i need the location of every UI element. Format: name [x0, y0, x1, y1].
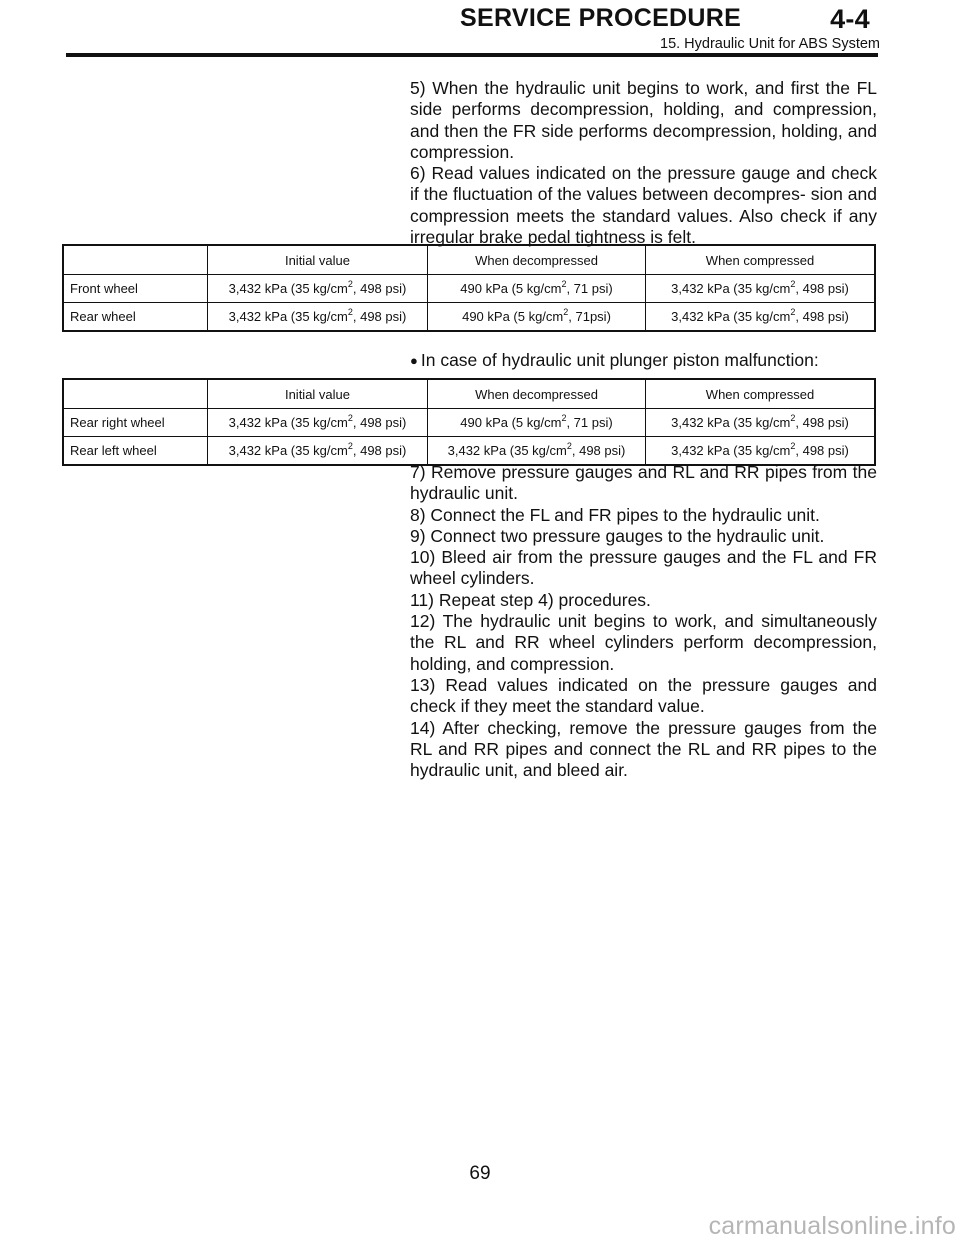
- table-row: [63, 409, 875, 437]
- table-cell: 490 kPa (5 $kg/cm^2$, 71psi): [428, 303, 646, 332]
- row-label: Rear left wheel: [63, 437, 208, 466]
- table-header-cell: When decompressed: [428, 245, 646, 275]
- step-13-text: 13) Read values indicated on the pressure gauges and check if they meet the standard value.: [410, 674, 877, 717]
- step-6-text: 6) Read values indicated on the pressure gauge and check if the fluctuation of the values between decompres- sion and compression meets the standard values. Also check if any irregular brake pedal tightness is felt.: [410, 163, 877, 248]
- table-cell: 3,432 kPa (35 $kg/cm^2$, 498 psi): [208, 275, 428, 303]
- bullet-icon: ●: [410, 353, 418, 368]
- table-header-row: [63, 379, 875, 409]
- watermark: carmanualsonline.info: [708, 1212, 956, 1240]
- header-rule: [66, 53, 878, 57]
- table-header-cell: [63, 379, 208, 409]
- malfunction-values-table: [62, 378, 876, 466]
- table-header-cell: Initial value: [208, 379, 428, 409]
- table-header-cell: Initial value: [208, 245, 428, 275]
- table-cell: 3,432 kPa (35 $kg/cm^2$, 498 psi): [208, 303, 428, 332]
- row-label: Front wheel: [63, 275, 208, 303]
- table-cell: 3,432 kPa (35 $kg/cm^2$, 498 psi): [646, 409, 876, 437]
- page-number: 69: [469, 1163, 491, 1184]
- table-header-cell: [63, 245, 208, 275]
- table-header-cell: When compressed: [646, 379, 876, 409]
- section-number: 4-4: [830, 4, 870, 34]
- standard-values-table: [62, 244, 876, 332]
- table-row: [63, 303, 875, 332]
- section-subtitle: 15. Hydraulic Unit for ABS System: [660, 36, 880, 52]
- table-cell: 490 kPa (5 $kg/cm^2$, 71 psi): [428, 275, 646, 303]
- step-10-text: 10) Bleed air from the pressure gauges and the FL and FR wheel cylinders.: [410, 547, 877, 589]
- step-5-text: 5) When the hydraulic unit begins to work, and first the FL side performs decompression, holding, and compression, and then the FR side performs decompression, holding, and compression.: [410, 78, 877, 162]
- intro-text: [410, 78, 877, 248]
- table-row: [63, 437, 875, 466]
- row-label: Rear right wheel: [63, 409, 208, 437]
- table-cell: 490 kPa (5 $kg/cm^2$, 71 psi): [428, 409, 646, 437]
- table-header-cell: When decompressed: [428, 379, 646, 409]
- row-label: Rear wheel: [63, 303, 208, 332]
- table-cell: 3,432 kPa (35 $kg/cm^2$, 498 psi): [428, 437, 646, 466]
- table-header-cell: When compressed: [646, 245, 876, 275]
- table-cell: 3,432 kPa (35 $kg/cm^2$, 498 psi): [208, 437, 428, 466]
- table-cell: 3,432 kPa (35 $kg/cm^2$, 498 psi): [208, 409, 428, 437]
- malfunction-note: [410, 350, 819, 371]
- table-cell: 3,432 kPa (35 $kg/cm^2$, 498 psi): [646, 303, 876, 332]
- steps-text: [410, 462, 877, 781]
- table-cell: 3,432 kPa (35 $kg/cm^2$, 498 psi): [646, 437, 876, 466]
- malfunction-note-text: In case of hydraulic unit plunger piston malfunction:: [420, 350, 819, 370]
- table-row: [63, 275, 875, 303]
- section-title: SERVICE PROCEDURE: [460, 4, 742, 32]
- step-7-text: 7) Remove pressure gauges and RL and RR pipes from the hydraulic unit.: [410, 462, 877, 504]
- step-11-text: 11) Repeat step 4) procedures.: [410, 589, 651, 610]
- step-9-text: 9) Connect two pressure gauges to the hydraulic unit.: [410, 525, 825, 546]
- table-cell: 3,432 kPa (35 $kg/cm^2$, 498 psi): [646, 275, 876, 303]
- table-header-row: [63, 245, 875, 275]
- step-12-text: 12) The hydraulic unit begins to work, and simultaneously the RL and RR wheel cylinders perform decompression, holding, and compression.: [410, 611, 877, 674]
- step-14-text: 14) After checking, remove the pressure gauges from the RL and RR pipes and connect the RL and RR pipes to the hydraulic unit, and bleed air.: [410, 717, 877, 781]
- step-8-text: 8) Connect the FL and FR pipes to the hydraulic unit.: [410, 504, 820, 525]
